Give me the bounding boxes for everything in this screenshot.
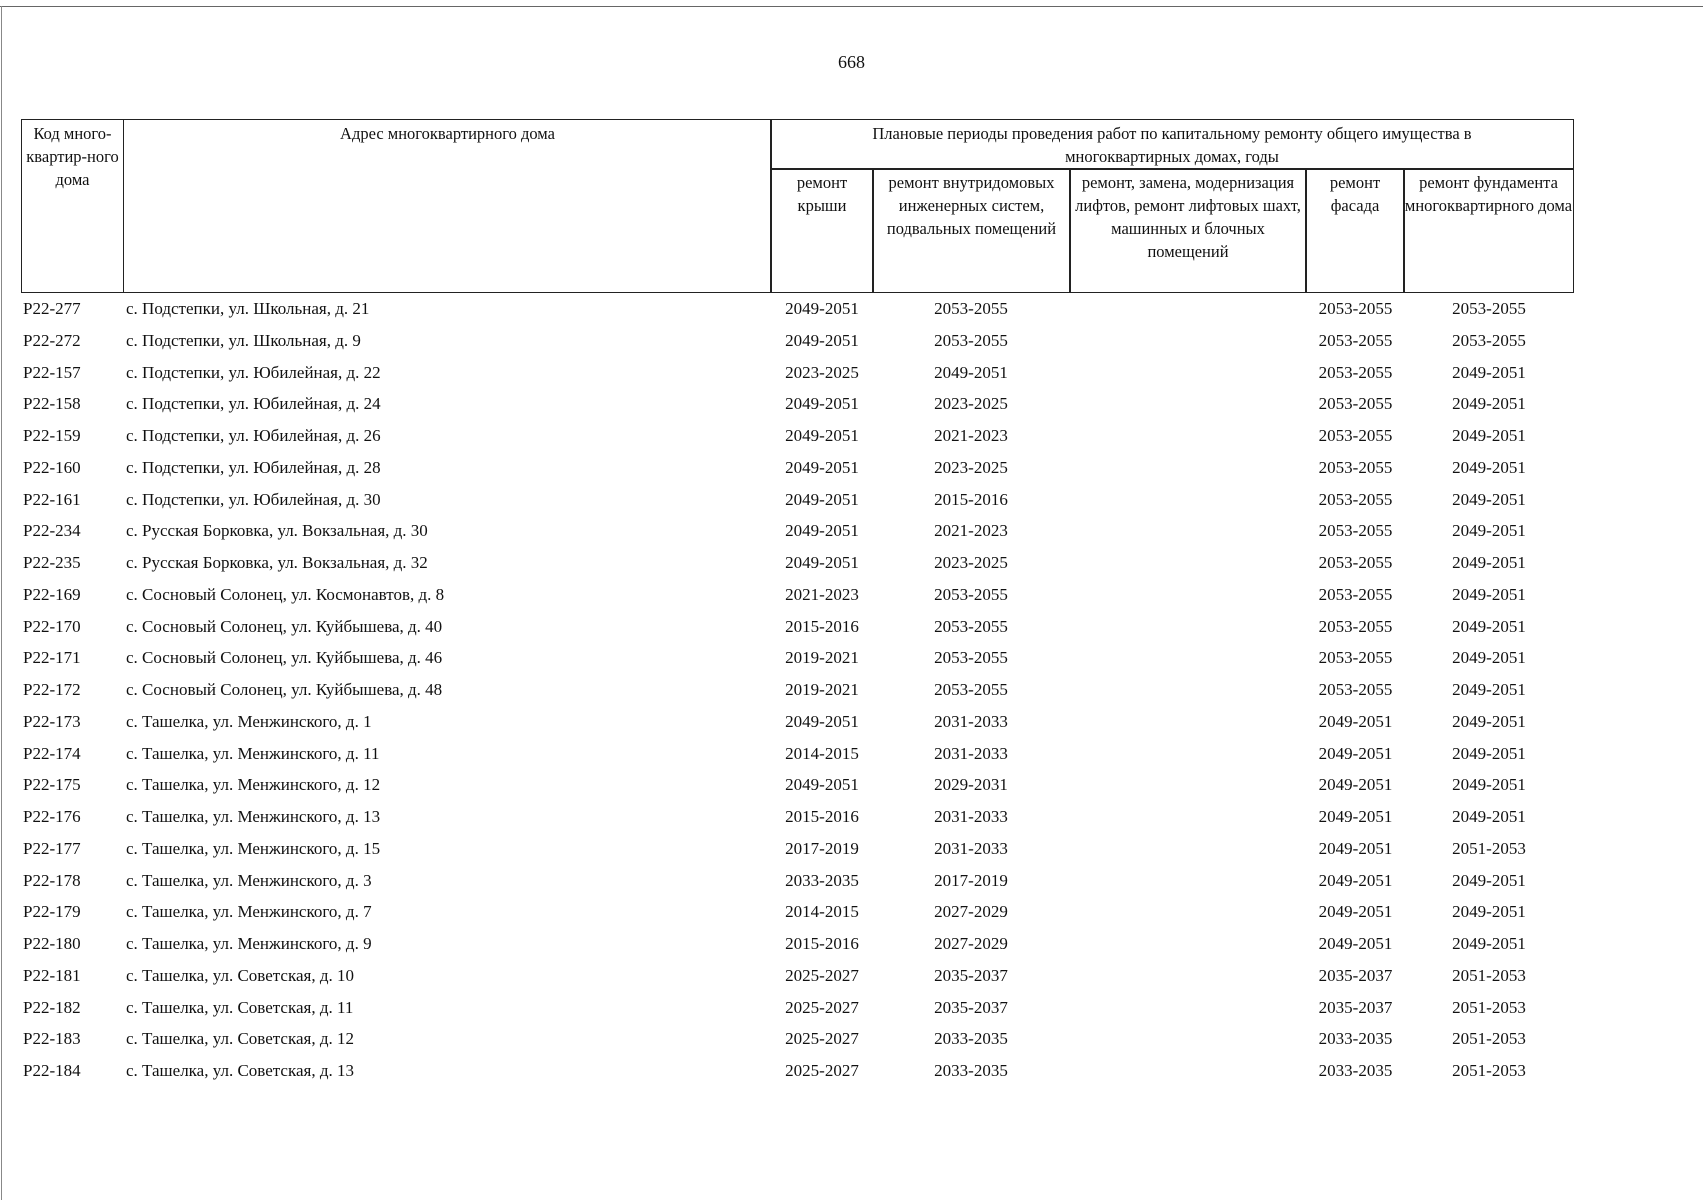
table-row <box>0 801 1703 833</box>
row-engineering-period: 2035-2037 <box>934 997 1008 1017</box>
row-facade-period: 2053-2055 <box>1318 648 1393 668</box>
row-engineering-period: 2031-2033 <box>934 711 1008 731</box>
row-address: с. Русская Борковка, ул. Вокзальная, д. 32 <box>126 553 428 572</box>
row-facade-period: 2053-2055 <box>1318 521 1393 541</box>
page-number: 668 <box>838 52 865 72</box>
row-roof-period: 2025-2027 <box>785 997 859 1017</box>
row-foundation-period: 2049-2051 <box>1452 711 1526 731</box>
row-address: с. Ташелка, ул. Советская, д. 11 <box>126 997 354 1017</box>
row-code: P22-170 <box>23 616 81 636</box>
row-foundation-period: 2049-2051 <box>1452 521 1526 541</box>
row-code: P22-183 <box>23 1029 81 1049</box>
row-foundation-period: 2049-2051 <box>1452 807 1526 826</box>
row-facade-period: 2049-2051 <box>1318 870 1393 890</box>
row-foundation-period: 2049-2051 <box>1452 648 1526 668</box>
row-facade-period: 2035-2037 <box>1318 965 1393 985</box>
row-foundation-period: 2051-2053 <box>1452 838 1526 858</box>
row-foundation-period: 2051-2053 <box>1452 1061 1526 1080</box>
row-code: P22-177 <box>23 838 81 858</box>
row-code: P22-159 <box>23 426 81 445</box>
row-facade-period: 2053-2055 <box>1318 584 1393 604</box>
row-roof-period: 2049-2051 <box>785 330 859 350</box>
row-address: с. Подстепки, ул. Юбилейная, д. 24 <box>126 394 381 414</box>
row-address: с. Ташелка, ул. Менжинского, д. 7 <box>126 902 372 922</box>
table-row <box>0 388 1703 420</box>
row-roof-period: 2049-2051 <box>785 775 859 795</box>
table-row <box>0 738 1703 770</box>
row-address: с. Ташелка, ул. Менжинского, д. 15 <box>126 838 381 858</box>
header-engineering: ремонт внутридомовых инженерных систем, подвальных помещений <box>872 168 1071 293</box>
row-address: с. Ташелка, ул. Менжинского, д. 11 <box>126 743 380 763</box>
row-engineering-period: 2031-2033 <box>934 807 1008 826</box>
row-address: с. Ташелка, ул. Менжинского, д. 9 <box>126 934 372 953</box>
row-address: с. Подстепки, ул. Юбилейная, д. 28 <box>126 457 381 477</box>
row-engineering-period: 2023-2025 <box>934 553 1008 572</box>
row-roof-period: 2049-2051 <box>785 299 859 318</box>
row-foundation-period: 2049-2051 <box>1452 616 1526 636</box>
row-engineering-period: 2053-2055 <box>934 616 1008 636</box>
row-roof-period: 2017-2019 <box>785 838 859 858</box>
row-address: с. Подстепки, ул. Юбилейная, д. 22 <box>126 362 381 382</box>
table-row <box>0 642 1703 674</box>
row-foundation-period: 2049-2051 <box>1452 902 1526 922</box>
row-code: P22-182 <box>23 997 81 1017</box>
row-roof-period: 2025-2027 <box>785 965 859 985</box>
row-facade-period: 2049-2051 <box>1318 934 1393 953</box>
row-address: с. Ташелка, ул. Менжинского, д. 13 <box>126 807 381 826</box>
row-foundation-period: 2053-2055 <box>1452 330 1526 350</box>
row-engineering-period: 2053-2055 <box>934 330 1008 350</box>
table-row <box>0 611 1703 643</box>
row-facade-period: 2049-2051 <box>1318 775 1393 795</box>
table-row <box>0 515 1703 547</box>
row-engineering-period: 2023-2025 <box>934 457 1008 477</box>
row-roof-period: 2015-2016 <box>785 616 859 636</box>
row-roof-period: 2019-2021 <box>785 648 859 668</box>
table-row <box>0 579 1703 611</box>
row-facade-period: 2053-2055 <box>1318 394 1393 414</box>
header-group: Плановые периоды проведения работ по капитальному ремонту общего имущества в многоквартирных домах, годы <box>770 119 1574 170</box>
row-address: с. Ташелка, ул. Советская, д. 10 <box>126 965 354 985</box>
row-engineering-period: 2017-2019 <box>934 870 1008 890</box>
row-engineering-period: 2029-2031 <box>934 775 1008 795</box>
row-engineering-period: 2053-2055 <box>934 584 1008 604</box>
row-facade-period: 2033-2035 <box>1318 1061 1393 1080</box>
row-facade-period: 2049-2051 <box>1318 711 1393 731</box>
row-engineering-period: 2053-2055 <box>934 299 1008 318</box>
row-roof-period: 2049-2051 <box>785 711 859 731</box>
table-row <box>0 769 1703 801</box>
row-code: P22-172 <box>23 680 81 699</box>
row-facade-period: 2053-2055 <box>1318 330 1393 350</box>
row-foundation-period: 2049-2051 <box>1452 584 1526 604</box>
row-foundation-period: 2049-2051 <box>1452 870 1526 890</box>
row-code: P22-184 <box>23 1061 81 1080</box>
row-facade-period: 2053-2055 <box>1318 680 1393 699</box>
row-code: P22-178 <box>23 870 81 890</box>
table-row <box>0 706 1703 738</box>
row-facade-period: 2053-2055 <box>1318 489 1393 509</box>
row-roof-period: 2049-2051 <box>785 426 859 445</box>
row-facade-period: 2053-2055 <box>1318 553 1393 572</box>
row-foundation-period: 2049-2051 <box>1452 680 1526 699</box>
row-roof-period: 2033-2035 <box>785 870 859 890</box>
row-address: с. Подстепки, ул. Юбилейная, д. 26 <box>126 426 381 445</box>
header-address: Адрес многоквартирного дома <box>123 119 772 293</box>
row-engineering-period: 2033-2035 <box>934 1061 1008 1080</box>
table-row <box>0 1055 1703 1087</box>
row-address: с. Подстепки, ул. Школьная, д. 21 <box>126 299 370 318</box>
header-facade: ремонт фасада <box>1305 168 1405 293</box>
table-row <box>0 992 1703 1024</box>
row-foundation-period: 2049-2051 <box>1452 934 1526 953</box>
row-roof-period: 2015-2016 <box>785 807 859 826</box>
row-roof-period: 2019-2021 <box>785 680 859 699</box>
row-address: с. Сосновый Солонец, ул. Куйбышева, д. 48 <box>126 680 443 699</box>
row-address: с. Ташелка, ул. Менжинского, д. 3 <box>126 870 372 890</box>
row-code: P22-174 <box>23 743 81 763</box>
row-code: P22-157 <box>23 362 81 382</box>
row-facade-period: 2049-2051 <box>1318 838 1393 858</box>
table-row <box>0 865 1703 897</box>
row-foundation-period: 2049-2051 <box>1452 553 1526 572</box>
row-roof-period: 2014-2015 <box>785 902 859 922</box>
row-code: P22-171 <box>23 648 81 668</box>
row-facade-period: 2053-2055 <box>1318 299 1393 318</box>
row-facade-period: 2049-2051 <box>1318 902 1393 922</box>
row-facade-period: 2053-2055 <box>1318 616 1393 636</box>
table-row <box>0 833 1703 865</box>
row-address: с. Сосновый Солонец, ул. Космонавтов, д. 8 <box>126 584 445 604</box>
row-foundation-period: 2051-2053 <box>1452 965 1526 985</box>
row-code: P22-158 <box>23 394 81 414</box>
row-engineering-period: 2053-2055 <box>934 680 1008 699</box>
row-engineering-period: 2015-2016 <box>934 489 1008 509</box>
row-roof-period: 2021-2023 <box>785 584 859 604</box>
row-facade-period: 2035-2037 <box>1318 997 1393 1017</box>
row-engineering-period: 2035-2037 <box>934 965 1008 985</box>
row-engineering-period: 2031-2033 <box>934 838 1008 858</box>
row-facade-period: 2033-2035 <box>1318 1029 1393 1049</box>
row-roof-period: 2049-2051 <box>785 521 859 541</box>
row-code: P22-161 <box>23 489 81 509</box>
row-foundation-period: 2049-2051 <box>1452 426 1526 445</box>
row-code: P22-277 <box>23 299 81 318</box>
row-address: с. Ташелка, ул. Советская, д. 13 <box>126 1061 354 1080</box>
row-address: с. Ташелка, ул. Менжинского, д. 1 <box>126 711 372 731</box>
row-address: с. Сосновый Солонец, ул. Куйбышева, д. 40 <box>126 616 443 636</box>
row-facade-period: 2049-2051 <box>1318 807 1393 826</box>
row-code: P22-180 <box>23 934 81 953</box>
row-code: P22-176 <box>23 807 81 826</box>
table-row <box>0 960 1703 992</box>
row-roof-period: 2049-2051 <box>785 489 859 509</box>
table-row <box>0 896 1703 928</box>
row-engineering-period: 2053-2055 <box>934 648 1008 668</box>
row-address: с. Подстепки, ул. Юбилейная, д. 30 <box>126 489 381 509</box>
row-engineering-period: 2049-2051 <box>934 362 1008 382</box>
row-code: P22-160 <box>23 457 81 477</box>
table-row <box>0 325 1703 357</box>
row-foundation-period: 2049-2051 <box>1452 394 1526 414</box>
table-row <box>0 420 1703 452</box>
row-roof-period: 2025-2027 <box>785 1029 859 1049</box>
table-row <box>0 928 1703 960</box>
header-lifts: ремонт, замена, модернизация лифтов, ремонт лифтовых шахт, машинных и блочных помещений <box>1069 168 1307 293</box>
row-facade-period: 2049-2051 <box>1318 743 1393 763</box>
row-foundation-period: 2051-2053 <box>1452 997 1526 1017</box>
header-code: Код много-квартир-ного дома <box>21 119 124 293</box>
row-facade-period: 2053-2055 <box>1318 457 1393 477</box>
row-roof-period: 2049-2051 <box>785 457 859 477</box>
table-row <box>0 452 1703 484</box>
table-row <box>0 1023 1703 1055</box>
table-header <box>0 0 1703 293</box>
row-roof-period: 2049-2051 <box>785 394 859 414</box>
header-foundation: ремонт фундамента многоквартирного дома <box>1403 168 1574 293</box>
row-code: P22-181 <box>23 965 81 985</box>
row-engineering-period: 2021-2023 <box>934 426 1008 445</box>
row-code: P22-272 <box>23 330 81 350</box>
row-foundation-period: 2049-2051 <box>1452 457 1526 477</box>
row-foundation-period: 2049-2051 <box>1452 362 1526 382</box>
row-code: P22-234 <box>23 521 81 541</box>
row-roof-period: 2023-2025 <box>785 362 859 382</box>
row-engineering-period: 2027-2029 <box>934 934 1008 953</box>
row-code: P22-173 <box>23 711 81 731</box>
row-code: P22-175 <box>23 775 81 795</box>
row-code: P22-179 <box>23 902 81 922</box>
row-code: P22-235 <box>23 553 81 572</box>
row-facade-period: 2053-2055 <box>1318 362 1393 382</box>
row-engineering-period: 2021-2023 <box>934 521 1008 541</box>
row-foundation-period: 2049-2051 <box>1452 489 1526 509</box>
row-roof-period: 2049-2051 <box>785 553 859 572</box>
row-foundation-period: 2049-2051 <box>1452 743 1526 763</box>
row-foundation-period: 2051-2053 <box>1452 1029 1526 1049</box>
row-engineering-period: 2031-2033 <box>934 743 1008 763</box>
header-roof: ремонт крыши <box>770 168 874 293</box>
table-row <box>0 547 1703 579</box>
table-row <box>0 293 1703 325</box>
row-foundation-period: 2049-2051 <box>1452 775 1526 795</box>
row-roof-period: 2025-2027 <box>785 1061 859 1080</box>
table-row <box>0 674 1703 706</box>
row-engineering-period: 2033-2035 <box>934 1029 1008 1049</box>
row-foundation-period: 2053-2055 <box>1452 299 1526 318</box>
row-engineering-period: 2027-2029 <box>934 902 1008 922</box>
row-code: P22-169 <box>23 584 81 604</box>
row-address: с. Сосновый Солонец, ул. Куйбышева, д. 46 <box>126 648 443 668</box>
row-address: с. Русская Борковка, ул. Вокзальная, д. 30 <box>126 521 428 541</box>
row-roof-period: 2014-2015 <box>785 743 859 763</box>
row-address: с. Подстепки, ул. Школьная, д. 9 <box>126 330 361 350</box>
row-address: с. Ташелка, ул. Советская, д. 12 <box>126 1029 354 1049</box>
row-address: с. Ташелка, ул. Менжинского, д. 12 <box>126 775 381 795</box>
row-roof-period: 2015-2016 <box>785 934 859 953</box>
table-row <box>0 484 1703 516</box>
table-row <box>0 357 1703 389</box>
row-engineering-period: 2023-2025 <box>934 394 1008 414</box>
row-facade-period: 2053-2055 <box>1318 426 1393 445</box>
